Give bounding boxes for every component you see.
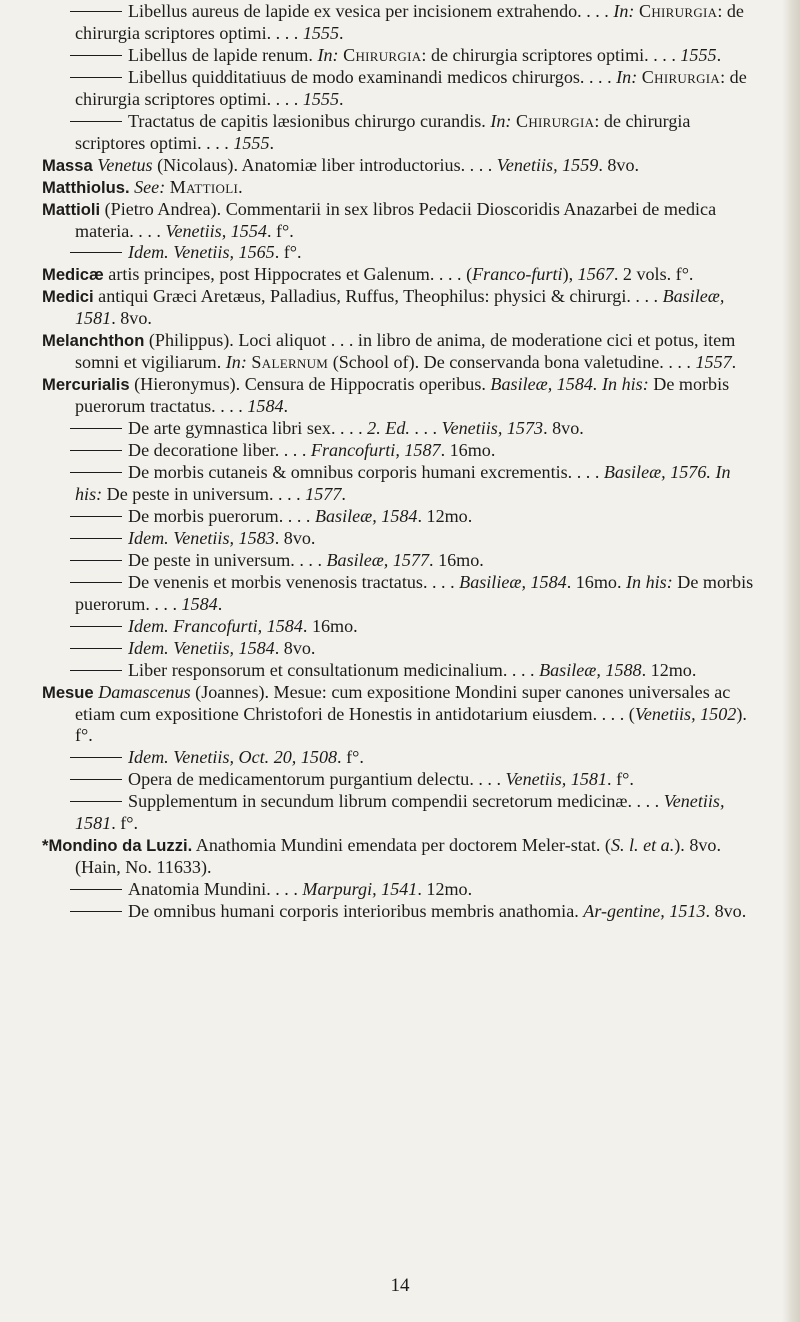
bibliography-entries [42, 1, 762, 923]
entry-text: Chirurgia [515, 110, 595, 131]
entry-text: De morbis puerorum tractatus. . . . [75, 374, 730, 417]
entry-text: Venetiis, 1581 [75, 791, 725, 834]
entry-heading: *Mondino da Luzzi. [42, 836, 193, 856]
entry-text: . 2 vols. f°. [613, 264, 694, 285]
ditto-dash [70, 11, 122, 12]
ditto-dash [70, 757, 122, 758]
entry-text: 1567 [577, 264, 614, 285]
sub-entry [42, 791, 762, 835]
entry-text: Idem. Venetiis, 1565 [128, 242, 275, 263]
ditto-dash [70, 670, 122, 671]
entry-text: . [339, 88, 344, 109]
ditto-dash [70, 582, 122, 583]
entry-heading: Mattioli [42, 199, 101, 219]
author-entry [42, 155, 762, 177]
entry-text: . f°. [266, 220, 294, 241]
entry-text: . 16mo. [429, 549, 484, 570]
ditto-dash [70, 889, 122, 890]
sub-entry [42, 45, 762, 67]
entry-text: Opera de medicamentorum purgantium delectu. . . . [128, 769, 506, 790]
entry-text: In: [317, 44, 339, 65]
sub-entry [42, 572, 762, 616]
entry-text: De peste in universum. . . . [128, 549, 327, 570]
entry-text: Basileæ, 1581 [75, 286, 725, 329]
entry-text: . 12mo. [417, 879, 473, 900]
sub-entry [42, 528, 762, 550]
entry-text: De venenis et morbis venenosis tractatus. . . . [128, 571, 460, 592]
ditto-dash [70, 648, 122, 649]
entry-heading: Mercurialis [42, 375, 130, 395]
entry-text: Ar-gentine, 1513 [583, 901, 706, 922]
entry-text: Mattioli [169, 176, 239, 197]
entry-text: De morbis puerorum. . . . [75, 571, 754, 614]
author-entry [42, 374, 762, 418]
entry-text: . f°. [337, 747, 364, 768]
entry-text: Venetiis, 1554 [165, 220, 267, 241]
entry-text: In: [616, 66, 638, 87]
entry-text: . 16mo. [302, 615, 358, 636]
sub-entry [42, 660, 762, 682]
entry-text: Libellus aureus de lapide ex vesica per incisionem extrahendo. . . . [128, 1, 614, 21]
entry-text: De morbis puerorum. . . . [128, 505, 315, 526]
entry-text: . [269, 132, 275, 153]
entry-text: Venetiis, 1559 [496, 154, 599, 175]
ditto-dash [70, 428, 122, 429]
ditto-dash [70, 472, 122, 473]
entry-text: Idem. Francofurti, 1584 [128, 615, 303, 636]
entry-text: Basileæ, 1584. In his: [490, 374, 649, 395]
entry-text: . 8vo. [274, 527, 316, 548]
sub-entry [42, 1, 762, 45]
entry-text: De peste in universum. . . . [102, 483, 306, 504]
entry-text: Liber responsorum et consultationum medicinalium. . . . [128, 659, 540, 680]
ditto-dash [70, 121, 122, 122]
entry-text: Idem. Venetiis, Oct. 20, 1508 [128, 747, 338, 768]
entry-text: Salernum [251, 352, 329, 373]
entry-text: . [283, 396, 289, 417]
entry-text: (Hieronymus). Censura de Hippocratis operibus. [129, 374, 491, 395]
entry-text: Chirurgia [639, 1, 718, 21]
entry-text: . 12mo. [641, 659, 697, 680]
entry-heading: Matthiolus. [42, 177, 130, 197]
entry-text: 1555 [302, 88, 339, 109]
ditto-dash [70, 560, 122, 561]
author-entry [42, 835, 762, 879]
ditto-dash [70, 626, 122, 627]
entry-text: (Joannes). Mesue: cum expositione Mondini super canones universales ac etiam cum expositione Christofori de Honestis in antidotarium eiusdem. . . . ( [75, 681, 731, 724]
entry-text: . 8vo. [543, 418, 584, 439]
ditto-dash [70, 55, 122, 56]
ditto-dash [70, 801, 122, 802]
entry-text: Idem. Venetiis, 1583 [128, 527, 275, 548]
entry-text: De omnibus humani corporis interioribus membris anathomia. [128, 901, 584, 922]
ditto-dash [70, 516, 122, 517]
entry-heading: Melanchthon [42, 331, 145, 351]
sub-entry [42, 242, 762, 264]
entry-text: Basileæ, 1588 [539, 659, 642, 680]
entry-text: Chirurgia [641, 66, 721, 87]
entry-text: 1584 [247, 396, 284, 417]
sub-entry [42, 616, 762, 638]
page-edge-shadow [782, 0, 800, 1322]
entry-text: . 8vo. [705, 901, 747, 922]
entry-text: Libellus de lapide renum. [128, 44, 318, 65]
entry-text: Marpurgi, 1541 [302, 879, 418, 900]
entry-text: (Philippus). Loci aliquot . . . in libro de anima, de moderatione cici et potus, item somni et vigiliarum. [75, 330, 736, 373]
entry-text: . f°. [607, 769, 634, 790]
entry-text: Venetus [97, 154, 153, 175]
entry-text: 1584 [181, 593, 218, 614]
entry-text: . 8vo. [274, 637, 316, 658]
ditto-dash [70, 77, 122, 78]
sub-entry [42, 747, 762, 769]
entry-text: (Pietro Andrea). Commentarii in sex libros Pedacii Dioscoridis Anazarbei de medica materia. . . . [75, 198, 717, 241]
entry-heading: Massa [42, 155, 93, 175]
entry-text: (School of). De conservanda bona valetudine. . . . [328, 352, 696, 373]
sub-entry [42, 550, 762, 572]
entry-text: : de chirurgia scriptores optimi. . . . [75, 1, 744, 43]
entry-text: Anatomia Mundini. . . . [128, 879, 303, 900]
entry-text: 1555 [302, 22, 339, 43]
sub-entry [42, 879, 762, 901]
entry-text: See: [134, 176, 166, 197]
sub-entry [42, 67, 762, 111]
entry-text: Chirurgia [343, 44, 422, 65]
entry-text: . [716, 44, 722, 65]
entry-text: 1555 [680, 44, 717, 65]
entry-text: Venetiis, 1502 [634, 703, 737, 724]
ditto-dash [70, 911, 122, 912]
sub-entry [42, 506, 762, 528]
entry-text: . 16mo. [566, 571, 627, 592]
entry-text: . [731, 352, 737, 373]
entry-text: De morbis cutaneis & omnibus corporis humani excrementis. . . . [128, 462, 604, 483]
entry-text: : de chirurgia scriptores optimi. . . . [75, 110, 691, 153]
entry-text: artis principes, post Hippocrates et Galenum. . . . ( [103, 264, 473, 285]
sub-entry [42, 638, 762, 660]
entry-text: Basileæ, 1576. In his: [75, 462, 731, 504]
entry-text: : de chirurgia scriptores optimi. . . . [421, 44, 681, 65]
sub-entry [42, 901, 762, 923]
author-entry [42, 199, 762, 243]
entry-text: Tractatus de capitis læsionibus chirurgo curandis. [128, 110, 491, 131]
sub-entry [42, 440, 762, 462]
entry-text: . 16mo. [440, 440, 496, 461]
entry-heading: Mesue [42, 682, 94, 702]
entry-text: . [341, 483, 346, 504]
ditto-dash [70, 450, 122, 451]
entry-text: . f°. [274, 242, 302, 263]
entry-text: . [238, 176, 243, 197]
entry-text: 1557 [695, 352, 732, 373]
page-number: 14 [390, 1275, 410, 1296]
entry-text: . [339, 22, 344, 43]
entry-text: Franco-furti [472, 264, 563, 285]
author-entry [42, 682, 762, 748]
entry-heading: Medici [42, 287, 94, 307]
sub-entry [42, 418, 762, 440]
sub-entry [42, 462, 762, 506]
entry-text: In: [225, 352, 247, 373]
sub-entry [42, 769, 762, 791]
entry-text: Basileæ, 1577 [326, 549, 430, 570]
entry-text: ), [562, 264, 578, 285]
entry-text: In: [613, 1, 635, 21]
author-entry [42, 286, 762, 330]
entry-text: . 8vo. [111, 308, 152, 329]
entry-text: S. l. et a. [610, 835, 675, 856]
author-entry [42, 330, 762, 374]
entry-text: ). 8vo. (Hain, No. 11633). [75, 835, 722, 878]
entry-text: De decoratione liber. . . . [128, 440, 311, 461]
entry-text: Francofurti, 1587 [310, 440, 441, 461]
entry-text: 1555 [233, 132, 270, 153]
entry-text: Supplementum in secundum librum compendii secretorum medicinæ. . . . [128, 791, 664, 812]
entry-text: Damascenus [98, 681, 191, 702]
author-entry [42, 264, 762, 286]
entry-text: De arte gymnastica libri sex. . . . [128, 418, 368, 439]
entry-text: Venetiis, 1581 [505, 769, 608, 790]
entry-heading: Medicæ [42, 265, 104, 285]
entry-text: In his: [626, 571, 673, 592]
entry-text: . 12mo. [417, 505, 473, 526]
entry-text: . 8vo. [598, 154, 640, 175]
entry-text: 2. Ed. [367, 418, 410, 439]
entry-text: 1577 [305, 483, 342, 504]
entry-text: (Nicolaus). Anatomiæ liber introductorius. . . . [152, 154, 497, 175]
entry-text: antiqui Græci Aretæus, Palladius, Ruffus, Theophilus: physici & chirurgi. . . . [93, 286, 663, 307]
entry-text: Libellus quidditatiuus de modo examinandi medicos chirurgos. . . . [128, 66, 617, 87]
entry-text: : de chirurgia scriptores optimi. . . . [75, 66, 747, 109]
ditto-dash [70, 252, 122, 253]
ditto-dash [70, 779, 122, 780]
entry-text: . f°. [111, 813, 139, 834]
entry-text: Basilieæ, 1584 [459, 571, 567, 592]
sub-entry [42, 111, 762, 155]
entry-text: Idem. Venetiis, 1584 [128, 637, 275, 658]
entry-text: Venetiis, 1573 [441, 418, 544, 439]
entry-text: Anathomia Mundini emendata per doctorem Meler-stat. ( [192, 835, 611, 856]
author-entry [42, 177, 762, 199]
entry-text: ). f°. [75, 703, 747, 746]
entry-text: . . . [409, 418, 442, 439]
entry-text: . [217, 593, 223, 614]
entry-text: In: [490, 110, 512, 131]
ditto-dash [70, 538, 122, 539]
entry-text: Basileæ, 1584 [314, 505, 418, 526]
